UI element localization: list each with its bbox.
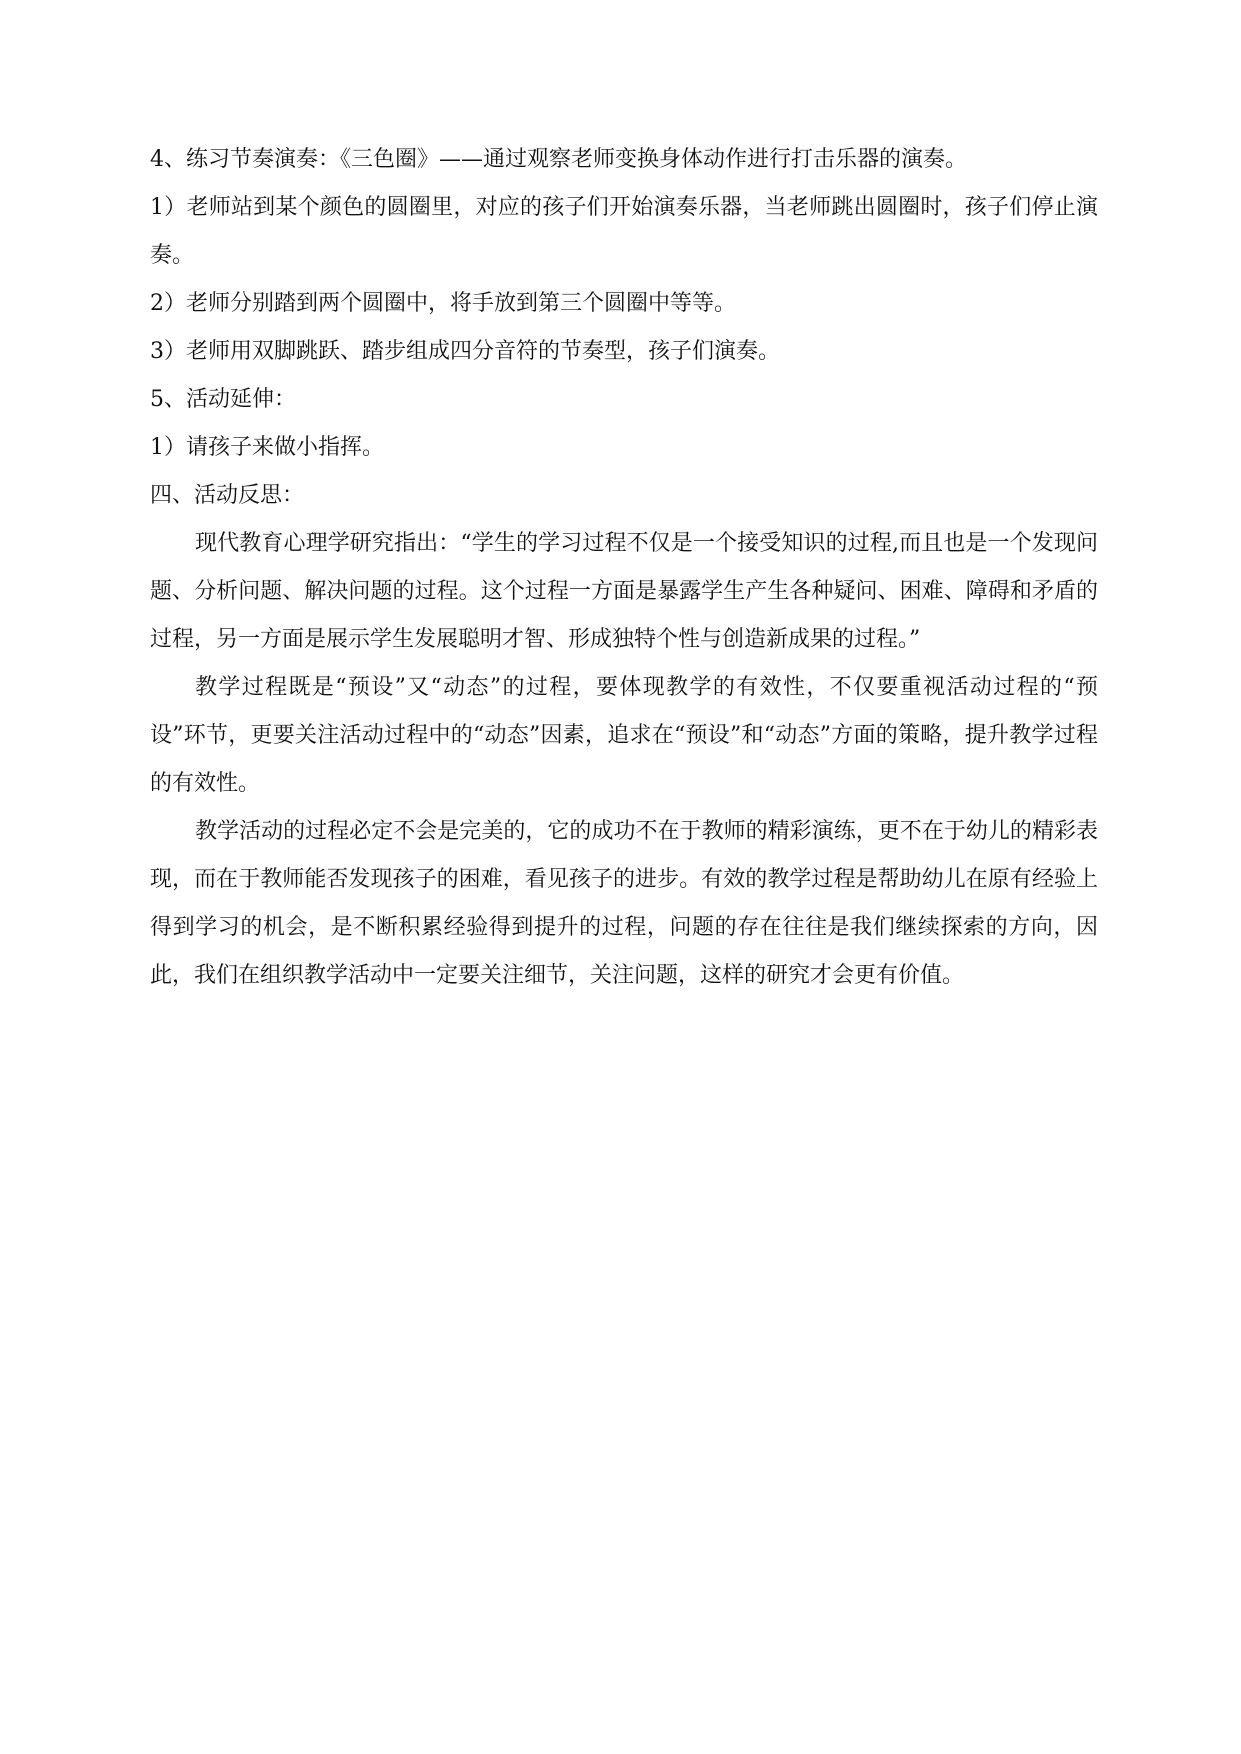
step-4-sub-2: 2）老师分别踏到两个圆圈中，将手放到第三个圆圈中等等。 (150, 291, 736, 316)
section-reflection-heading: 四、活动反思： (150, 483, 305, 508)
reflection-paragraph-3: 教学活动的过程必定不会是完美的，它的成功不在于教师的精彩演练，更不在于幼儿的精彩表现，而在于教师能否发现孩子的困难，看见孩子的进步。有效的教学过程是帮助幼儿在原有经验上得到学习的机会，是不断积累经验得到提升的过程，问题的存在往往是我们继续探索的方向，因此，我们在组织教学活动中一定要关注细节，关注问题，这样的研究才会更有价值。 (150, 819, 1098, 988)
reflection-paragraph-2: 教学过程既是“预设”又“动态”的过程，要体现教学的有效性，不仅要重视活动过程的“预设”环节，更要关注活动过程中的“动态”因素，追求在“预设”和“动态”方面的策略，提升教学过程的有效性。 (150, 675, 1098, 796)
step-4-sub-3: 3）老师用双脚跳跃、踏步组成四分音符的节奏型，孩子们演奏。 (150, 339, 780, 364)
document-page (150, 136, 1098, 1000)
step-4-sub-1: 1）老师站到某个颜色的圆圈里，对应的孩子们开始演奏乐器，当老师跳出圆圈时，孩子们停止演奏。 (150, 195, 1098, 268)
step-5-sub-1: 1）请孩子来做小指挥。 (150, 435, 384, 460)
step-4-heading: 4、练习节奏演奏：《三色圈》——通过观察老师变换身体动作进行打击乐器的演奏。 (150, 147, 967, 172)
reflection-paragraph-1: 现代教育心理学研究指出：“学生的学习过程不仅是一个接受知识的过程,而且也是一个发现问题、分析问题、解决问题的过程。这个过程一方面是暴露学生产生各种疑问、困难、障碍和矛盾的过程，另一方面是展示学生发展聪明才智、形成独特个性与创造新成果的过程。” (150, 531, 1098, 652)
step-5-heading: 5、活动延伸： (150, 387, 296, 412)
